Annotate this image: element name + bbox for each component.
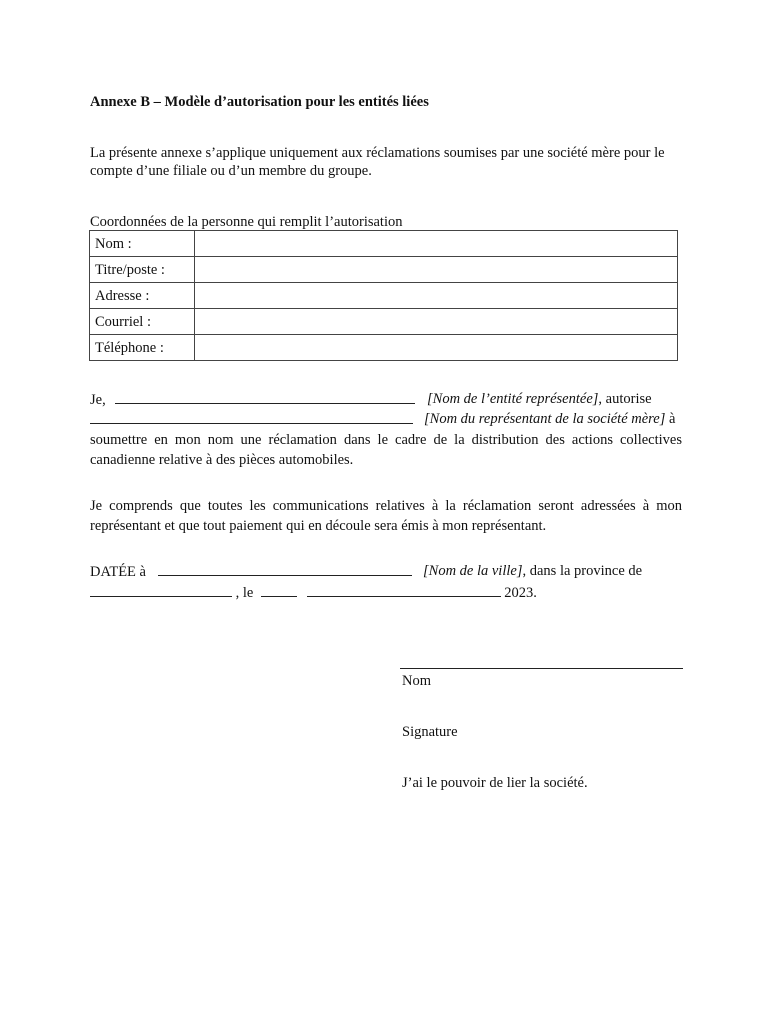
telephone-field[interactable] <box>195 335 678 361</box>
day-blank[interactable] <box>261 582 297 597</box>
datee-text: DATÉE à <box>90 564 146 580</box>
contact-label: Adresse : <box>90 283 195 309</box>
contact-label: Nom : <box>90 231 195 257</box>
courriel-field[interactable] <box>195 309 678 335</box>
intro-paragraph: La présente annexe s’applique uniquement aux réclamations soumises par une société mère pour le compte d’une filiale ou d’un membre du groupe. <box>90 145 665 179</box>
authorization-line-1-right <box>427 389 652 409</box>
contact-row-titre <box>90 257 678 283</box>
entity-placeholder: [Nom de l’entité représentée] <box>427 391 599 407</box>
binding-statement: J’ai le pouvoir de lier la société. <box>402 775 588 791</box>
province-blank[interactable] <box>90 582 232 597</box>
adresse-field[interactable] <box>195 283 678 309</box>
authorization-line-2-right <box>424 409 675 429</box>
month-blank[interactable] <box>307 582 501 597</box>
a-text: à <box>665 411 676 427</box>
representative-placeholder: [Nom du représentant de la société mère] <box>424 411 666 427</box>
understanding-paragraph: Je comprends que toutes les communications relatives à la réclamation seront adressées à mon représentant et que tout paiement qui en découle sera émis à mon représentant. <box>90 498 682 534</box>
contact-label: Titre/poste : <box>90 257 195 283</box>
contact-section-label: Coordonnées de la personne qui remplit l’autorisation <box>90 214 403 230</box>
signature-line[interactable] <box>400 668 683 669</box>
contact-row-courriel <box>90 309 678 335</box>
contact-row-nom <box>90 231 678 257</box>
authorization-rest: soumettre en mon nom une réclamation dans le cadre de la distribution des actions collectives canadienne relative à des pièces automobiles. <box>90 432 682 468</box>
representative-blank[interactable] <box>90 409 413 424</box>
le-text: , le <box>235 585 254 601</box>
contact-label: Courriel : <box>90 309 195 335</box>
dated-line-1-right <box>423 561 642 581</box>
authorization-line-1 <box>90 389 415 410</box>
name-label: Nom <box>402 673 431 689</box>
contact-label: Téléphone : <box>90 335 195 361</box>
contact-table <box>89 230 678 361</box>
entity-blank[interactable] <box>115 389 415 404</box>
autorise-text: , autorise <box>598 391 652 407</box>
nom-field[interactable] <box>195 231 678 257</box>
year-text: 2023. <box>504 585 537 601</box>
je-text: Je, <box>90 392 106 408</box>
province-text: , dans la province de <box>522 563 643 579</box>
city-blank[interactable] <box>158 561 412 576</box>
annex-heading: Annexe B – Modèle d’autorisation pour les entités liées <box>90 94 429 110</box>
contact-row-telephone <box>90 335 678 361</box>
signature-label: Signature <box>402 724 458 740</box>
contact-row-adresse <box>90 283 678 309</box>
city-placeholder: [Nom de la ville] <box>423 563 523 579</box>
dated-line-2 <box>90 582 537 603</box>
titre-field[interactable] <box>195 257 678 283</box>
dated-line-1 <box>90 561 412 582</box>
authorization-line-2 <box>90 409 413 430</box>
